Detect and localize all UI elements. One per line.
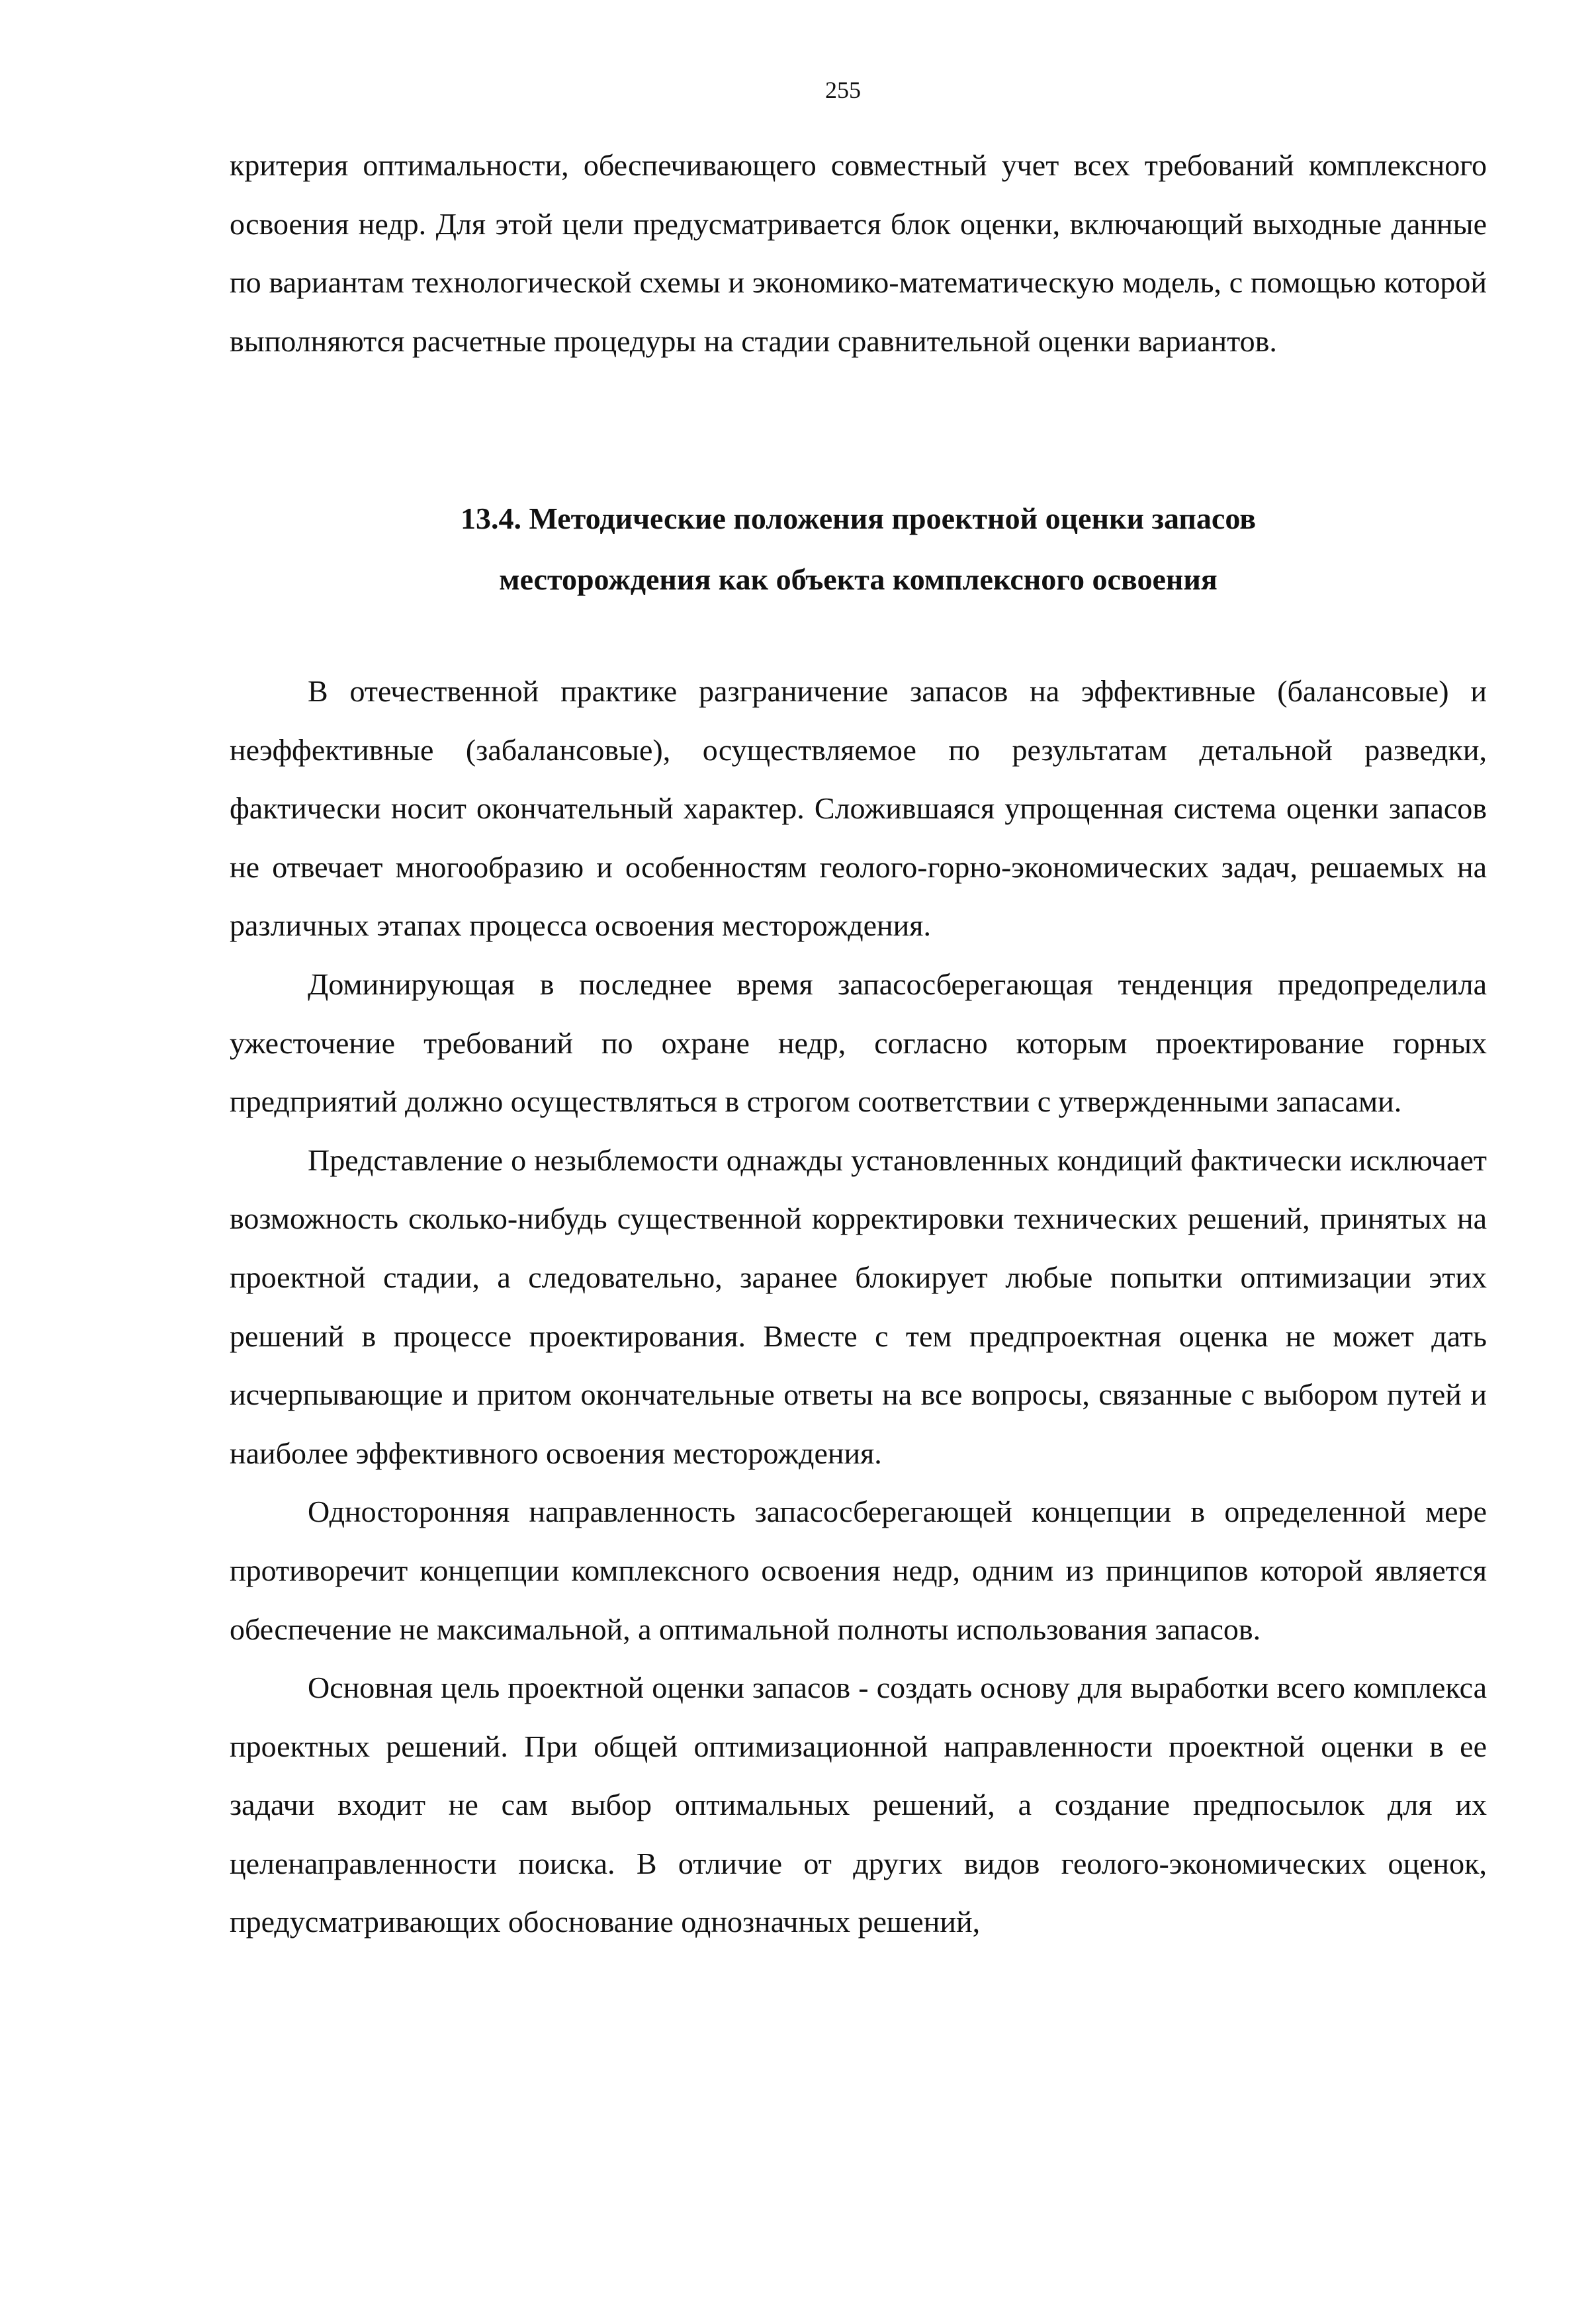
paragraph: Доминирующая в последнее время запасосберегающая тенденция предопределила ужесточение требований по охране недр, согласно которым проектирование горных предприятий должно осуществляться в строгом соответствии с утвержденными запасами. [230,967,1487,1119]
section-heading-line-1: 13.4. Методические положения проектной оценки запасов [460,502,1257,535]
paragraph: Представление о незыблемости однажды установленных кондиций фактически исключает возможность сколько-нибудь существенной корректировки технических решений, принятых на проектной стадии, а следовательно, заранее блокирует любые попытки оптимизации этих решений в процессе проектирования. Вместе с тем предпроектная оценка не может дать исчерпывающие и притом окончательные ответы на все вопросы, связанные с выбором путей и наиболее эффективного освоения месторождения. [230,1143,1487,1470]
section-heading [230,488,1487,610]
paragraph: Основная цель проектной оценки запасов - создать основу для выработки всего комплекса проектных решений. При общей оптимизационной направленности проектной оценки в ее задачи входит не сам выбор оптимальных решений, а создание предпосылок для их целенаправленности поиска. В отличие от других видов геолого-экономических оценок, предусматривающих обоснование однозначных решений, [230,1671,1487,1939]
paragraph: Односторонняя направленность запасосберегающей концепции в определенной мере противоречит концепции комплексного освоения недр, одним из принципов которой является обеспечение не максимальной, а оптимальной полноты использования запасов. [230,1495,1487,1646]
intro-text [230,136,1487,371]
section-heading-line-2: месторождения как объекта комплексного освоения [499,562,1218,596]
paragraph: В отечественной практике разграничение запасов на эффективные (балансовые) и неэффективные (забалансовые), осуществляемое по результатам детальной разведки, фактически носит окончательный характер. Сложившаяся упрощенная система оценки запасов не отвечает многообразию и особенностям геолого-горно-экономических задач, решаемых на различных этапах процесса освоения месторождения. [230,674,1487,943]
paragraph: критерия оптимальности, обеспечивающего совместный учет всех требований комплексного освоения недр. Для этой цели предусматривается блок оценки, включающий выходные данные по вариантам технологической схемы и экономико-математическую модель, с помощью которой выполняются расчетные процедуры на стадии сравнительной оценки вариантов. [230,148,1487,358]
page-number: 255 [825,77,861,103]
section-body [230,662,1487,1952]
